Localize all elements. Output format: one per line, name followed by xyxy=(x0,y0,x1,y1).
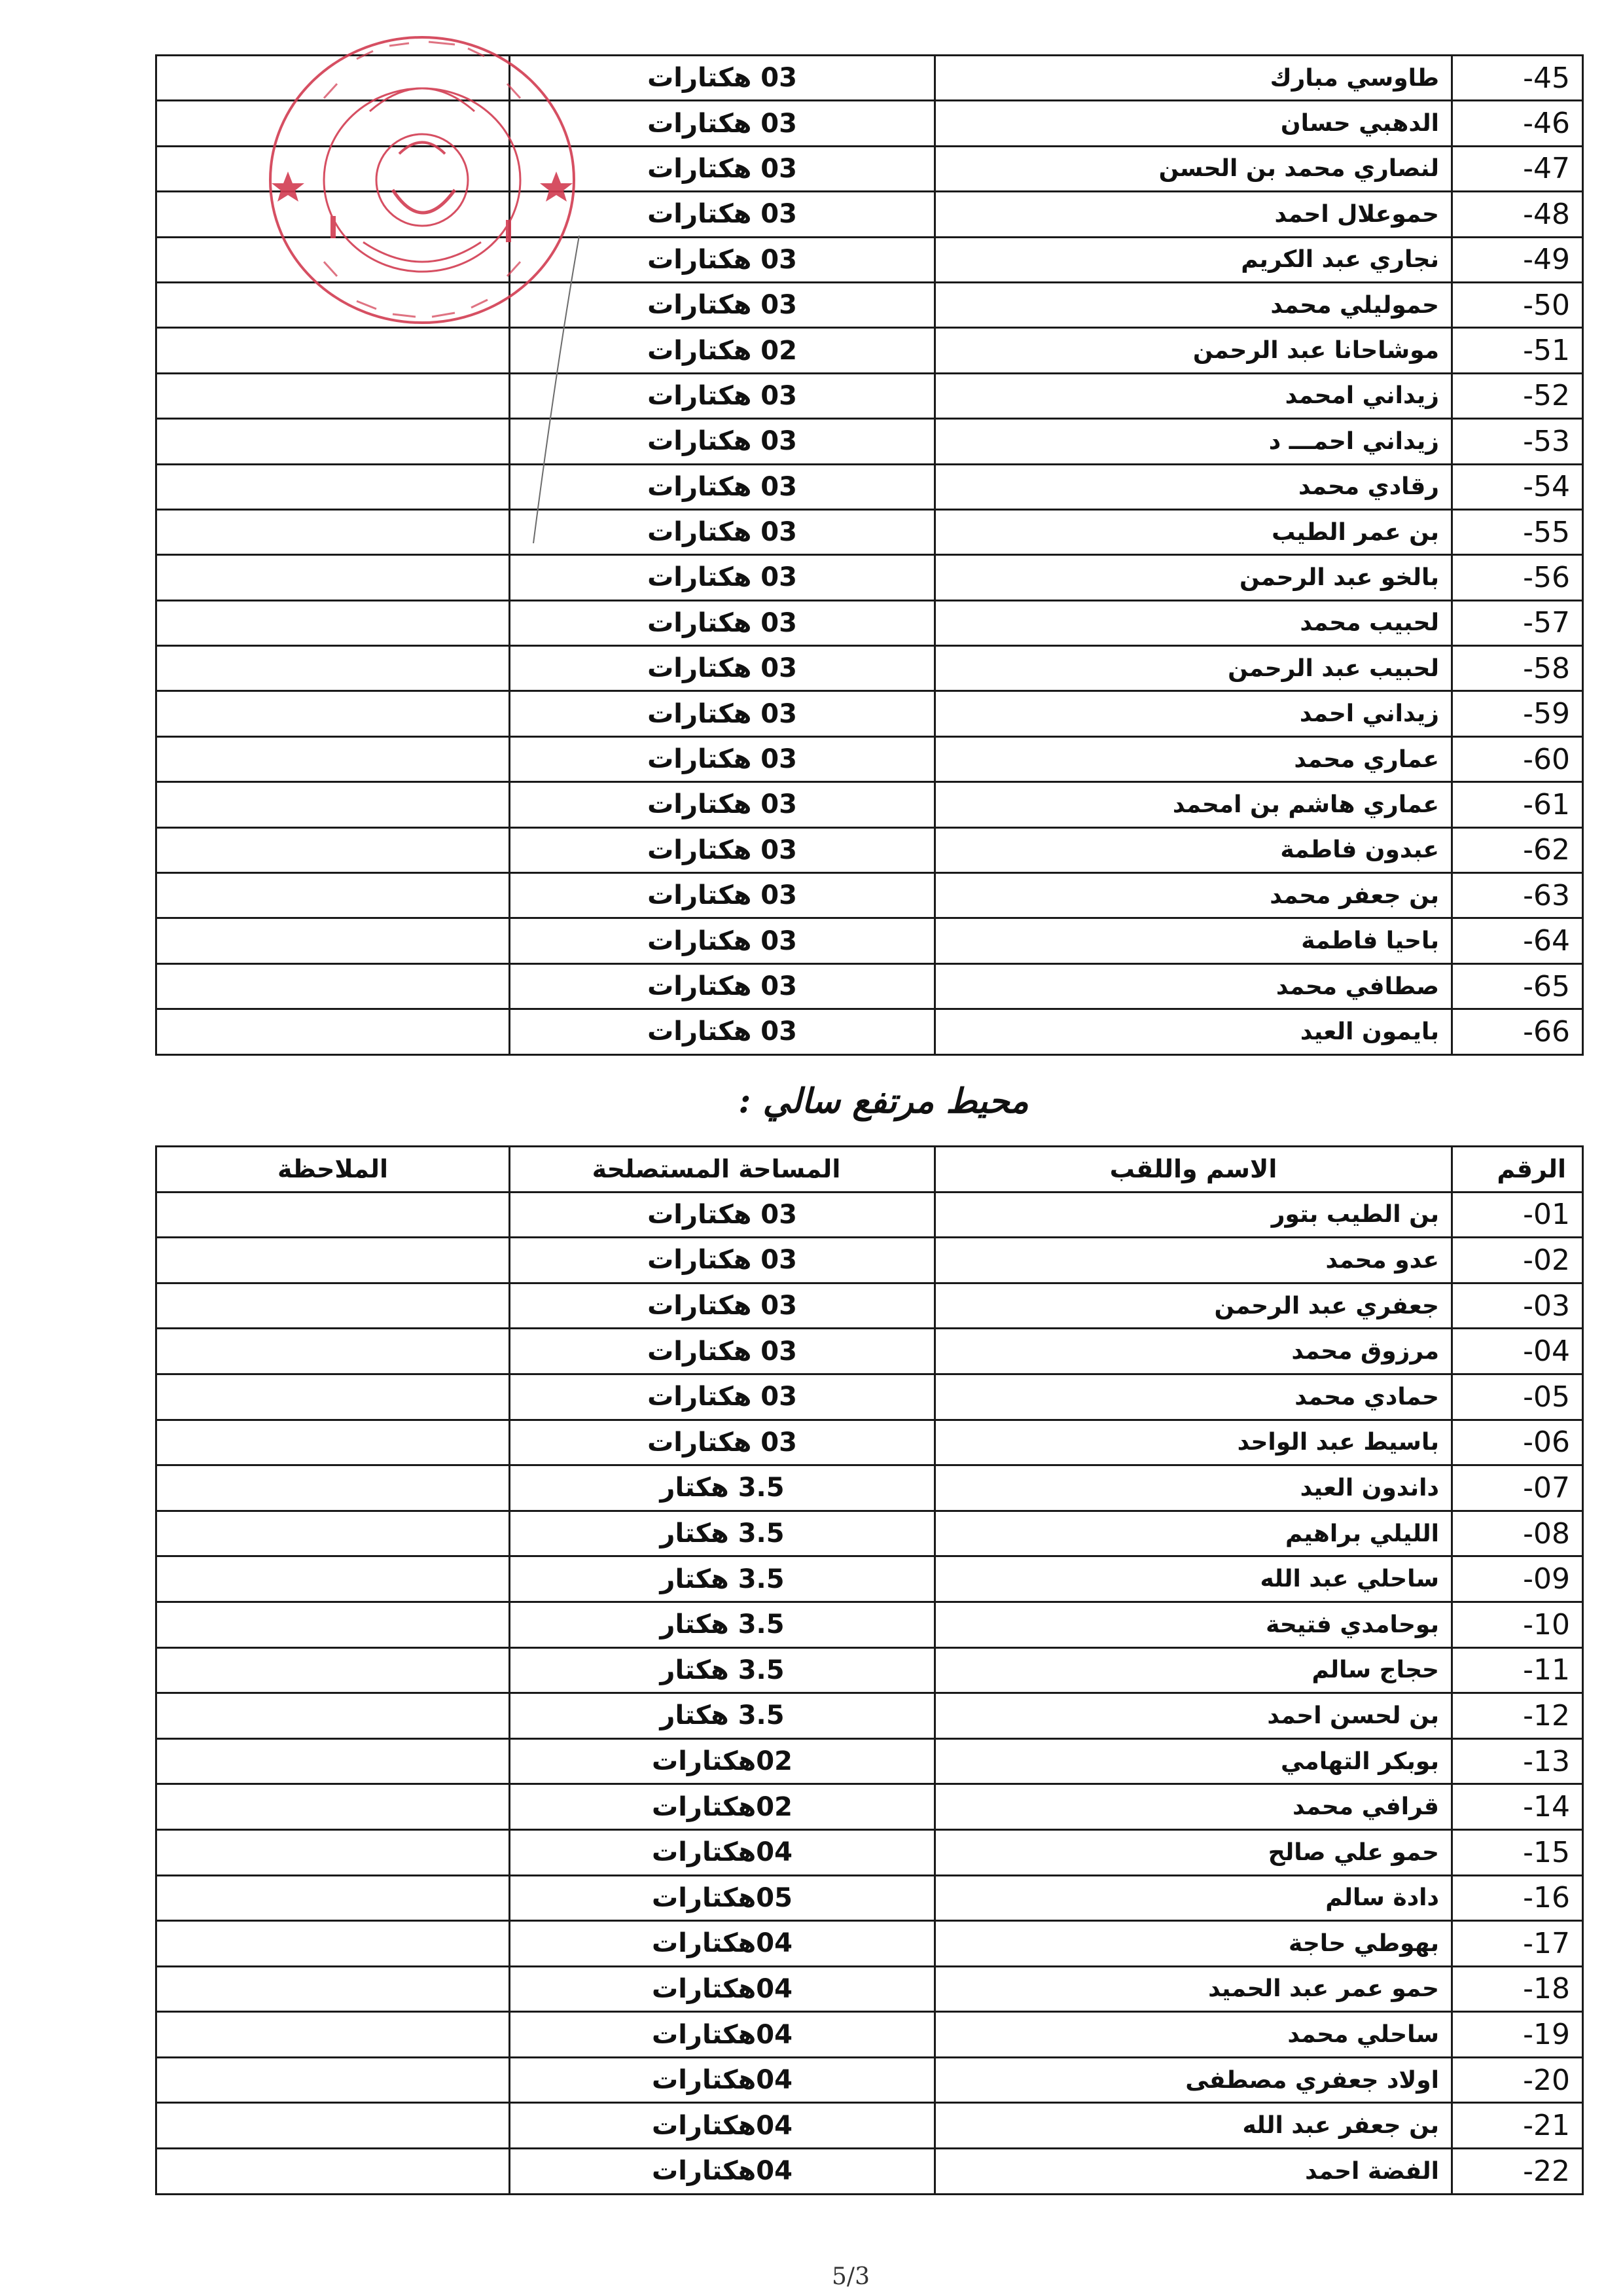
row-number: -54 xyxy=(1452,464,1583,509)
row-number: -45 xyxy=(1452,56,1583,101)
row-note xyxy=(156,600,510,645)
row-note xyxy=(156,1966,510,2012)
section-title: محيط مرتفع سالي : xyxy=(738,1081,1029,1121)
row-name: الفضة احمد xyxy=(935,2149,1452,2195)
row-number: -47 xyxy=(1452,146,1583,191)
row-number: -52 xyxy=(1452,373,1583,418)
row-area: 02هكتارات xyxy=(510,1784,935,1830)
row-note xyxy=(156,782,510,827)
row-name: جعفري عبد الرحمن xyxy=(935,1283,1452,1329)
row-name: عبدون فاطمة xyxy=(935,827,1452,872)
row-number: -50 xyxy=(1452,282,1583,327)
row-area: 03 هكتارات xyxy=(510,1192,935,1238)
row-number: -66 xyxy=(1452,1009,1583,1054)
row-number: -20 xyxy=(1452,2057,1583,2103)
row-number: -02 xyxy=(1452,1238,1583,1283)
row-name: حموليلي محمد xyxy=(935,282,1452,327)
row-area: 03 هكتارات xyxy=(510,282,935,327)
table-row xyxy=(156,1602,1583,1647)
row-number: -21 xyxy=(1452,2103,1583,2149)
row-number: -16 xyxy=(1452,1875,1583,1921)
table-row xyxy=(156,1511,1583,1556)
row-area: 3.5 هكتار xyxy=(510,1511,935,1556)
row-note xyxy=(156,1465,510,1511)
row-note xyxy=(156,1738,510,1784)
table-body xyxy=(156,1192,1583,2194)
row-name: ساحلي محمد xyxy=(935,2012,1452,2058)
row-area: 03 هكتارات xyxy=(510,918,935,963)
row-note xyxy=(156,736,510,781)
scan-artifact-line xyxy=(530,236,582,550)
table-row xyxy=(156,1465,1583,1511)
table-row xyxy=(156,1966,1583,2012)
row-number: -18 xyxy=(1452,1966,1583,2012)
table-row xyxy=(156,1693,1583,1739)
table-row xyxy=(156,1009,1583,1054)
row-area: 04هكتارات xyxy=(510,2103,935,2149)
row-number: -60 xyxy=(1452,736,1583,781)
beneficiaries-table-sali xyxy=(155,1145,1584,2195)
row-number: -09 xyxy=(1452,1556,1583,1602)
row-name: قرافي محمد xyxy=(935,1784,1452,1830)
table-row xyxy=(156,1238,1583,1283)
row-number: -13 xyxy=(1452,1738,1583,1784)
row-number: -19 xyxy=(1452,2012,1583,2058)
row-name: عماري هاشم بن امحمد xyxy=(935,782,1452,827)
row-note xyxy=(156,464,510,509)
row-note xyxy=(156,646,510,691)
row-name: لحبيب عبد الرحمن xyxy=(935,646,1452,691)
row-area: 03 هكتارات xyxy=(510,963,935,1009)
row-name: بن عمر الطيب xyxy=(935,509,1452,554)
row-name: لنصاري محمد بن الحسن xyxy=(935,146,1452,191)
row-note xyxy=(156,1238,510,1283)
row-number: -58 xyxy=(1452,646,1583,691)
row-note xyxy=(156,1420,510,1465)
row-number: -55 xyxy=(1452,509,1583,554)
row-area: 03 هكتارات xyxy=(510,1283,935,1329)
table-row xyxy=(156,873,1583,918)
row-area: 03 هكتارات xyxy=(510,373,935,418)
table-row xyxy=(156,2057,1583,2103)
page-number: 5/3 xyxy=(832,2263,870,2290)
row-area: 03 هكتارات xyxy=(510,600,935,645)
row-name: حمو عمر عبد الحميد xyxy=(935,1966,1452,2012)
row-name: حموعلال احمد xyxy=(935,192,1452,237)
row-area: 03 هكتارات xyxy=(510,419,935,464)
table-row xyxy=(156,419,1583,464)
row-area: 03 هكتارات xyxy=(510,555,935,600)
row-name: زيداني احمـــ د xyxy=(935,419,1452,464)
row-number: -05 xyxy=(1452,1374,1583,1420)
row-area: 03 هكتارات xyxy=(510,509,935,554)
row-number: -06 xyxy=(1452,1420,1583,1465)
row-name: بن جعفر محمد xyxy=(935,873,1452,918)
row-note xyxy=(156,1009,510,1054)
row-note xyxy=(156,1875,510,1921)
row-number: -61 xyxy=(1452,782,1583,827)
table-row xyxy=(156,1329,1583,1374)
row-name: زيداني امحمد xyxy=(935,373,1452,418)
row-name: باسيط عبد الواحد xyxy=(935,1420,1452,1465)
row-area: 3.5 هكتار xyxy=(510,1465,935,1511)
row-name: موشاحانا عبد الرحمن xyxy=(935,328,1452,373)
header-note: الملاحظة xyxy=(156,1147,510,1193)
row-name: بايمون العيد xyxy=(935,1009,1452,1054)
row-note xyxy=(156,2057,510,2103)
row-name: عدو محمد xyxy=(935,1238,1452,1283)
row-number: -01 xyxy=(1452,1192,1583,1238)
row-number: -15 xyxy=(1452,1829,1583,1875)
row-number: -49 xyxy=(1452,237,1583,282)
row-area: 3.5 هكتار xyxy=(510,1647,935,1693)
row-name: بن لحسن احمد xyxy=(935,1693,1452,1739)
row-note xyxy=(156,918,510,963)
row-note xyxy=(156,827,510,872)
row-area: 03 هكتارات xyxy=(510,192,935,237)
row-area: 3.5 هكتار xyxy=(510,1556,935,1602)
table-row xyxy=(156,1420,1583,1465)
row-note xyxy=(156,873,510,918)
row-note xyxy=(156,555,510,600)
row-note xyxy=(156,1283,510,1329)
row-area: 04هكتارات xyxy=(510,1966,935,2012)
row-note xyxy=(156,1602,510,1647)
table-header-row xyxy=(156,1147,1583,1193)
row-name: مرزوق محمد xyxy=(935,1329,1452,1374)
row-note xyxy=(156,2103,510,2149)
table-row xyxy=(156,736,1583,781)
row-number: -53 xyxy=(1452,419,1583,464)
row-name: بهوطي حاجة xyxy=(935,1921,1452,1967)
row-area: 03 هكتارات xyxy=(510,827,935,872)
row-name: لحبيب محمد xyxy=(935,600,1452,645)
header-name: الاسم واللقب xyxy=(935,1147,1452,1193)
row-area: 02 هكتارات xyxy=(510,328,935,373)
row-number: -10 xyxy=(1452,1602,1583,1647)
table-row xyxy=(156,1875,1583,1921)
row-note xyxy=(156,2012,510,2058)
table-row xyxy=(156,1283,1583,1329)
row-note xyxy=(156,419,510,464)
row-area: 03 هكتارات xyxy=(510,646,935,691)
row-area: 03 هكتارات xyxy=(510,782,935,827)
row-area: 04هكتارات xyxy=(510,1921,935,1967)
row-name: اولاد جعفري مصطفى xyxy=(935,2057,1452,2103)
row-number: -12 xyxy=(1452,1693,1583,1739)
table-row xyxy=(156,1829,1583,1875)
row-name: رقادي محمد xyxy=(935,464,1452,509)
row-name: بوبكر التهامي xyxy=(935,1738,1452,1784)
row-number: -64 xyxy=(1452,918,1583,963)
table-row xyxy=(156,963,1583,1009)
table-row xyxy=(156,1738,1583,1784)
table-row xyxy=(156,827,1583,872)
table-row xyxy=(156,2149,1583,2195)
row-number: -11 xyxy=(1452,1647,1583,1693)
table-row xyxy=(156,1784,1583,1830)
table-row xyxy=(156,918,1583,963)
row-number: -51 xyxy=(1452,328,1583,373)
row-note xyxy=(156,328,510,373)
row-area: 03 هكتارات xyxy=(510,873,935,918)
row-area: 03 هكتارات xyxy=(510,464,935,509)
row-number: -57 xyxy=(1452,600,1583,645)
table-row xyxy=(156,782,1583,827)
row-note xyxy=(156,1829,510,1875)
table-row xyxy=(156,1374,1583,1420)
table-row xyxy=(156,555,1583,600)
row-name: ساحلي عبد الله xyxy=(935,1556,1452,1602)
row-area: 03 هكتارات xyxy=(510,736,935,781)
header-number: الرقم xyxy=(1452,1147,1583,1193)
row-number: -17 xyxy=(1452,1921,1583,1967)
row-number: -56 xyxy=(1452,555,1583,600)
table-row xyxy=(156,2103,1583,2149)
row-name: بن جعفر عبد الله xyxy=(935,2103,1452,2149)
row-area: 03 هكتارات xyxy=(510,1420,935,1465)
row-name: حجاج سالم xyxy=(935,1647,1452,1693)
table-row xyxy=(156,328,1583,373)
row-note xyxy=(156,1693,510,1739)
row-name: طاوسي مبارك xyxy=(935,56,1452,101)
table-row xyxy=(156,509,1583,554)
row-note xyxy=(156,691,510,736)
row-note xyxy=(156,1511,510,1556)
table-row xyxy=(156,373,1583,418)
row-note xyxy=(156,2149,510,2195)
row-number: -46 xyxy=(1452,101,1583,146)
row-note xyxy=(156,509,510,554)
row-number: -65 xyxy=(1452,963,1583,1009)
row-name: بن الطيب بتور xyxy=(935,1192,1452,1238)
row-area: 3.5 هكتار xyxy=(510,1602,935,1647)
row-number: -08 xyxy=(1452,1511,1583,1556)
row-note xyxy=(156,373,510,418)
row-name: زيداني احمد xyxy=(935,691,1452,736)
table-row xyxy=(156,600,1583,645)
header-area: المساحة المستصلحة xyxy=(510,1147,935,1193)
table-row xyxy=(156,1192,1583,1238)
row-name: صطافي محمد xyxy=(935,963,1452,1009)
row-number: -22 xyxy=(1452,2149,1583,2195)
row-note xyxy=(156,963,510,1009)
row-number: -03 xyxy=(1452,1283,1583,1329)
row-area: 05هكتارات xyxy=(510,1875,935,1921)
table-row xyxy=(156,646,1583,691)
row-note xyxy=(156,1556,510,1602)
row-number: -59 xyxy=(1452,691,1583,736)
row-name: الليلي براهيم xyxy=(935,1511,1452,1556)
row-area: 03 هكتارات xyxy=(510,237,935,282)
row-note xyxy=(156,1374,510,1420)
table-row xyxy=(156,464,1583,509)
row-area: 04هكتارات xyxy=(510,2057,935,2103)
row-area: 03 هكتارات xyxy=(510,146,935,191)
table-row xyxy=(156,1921,1583,1967)
row-name: بالخو عبد الرحمن xyxy=(935,555,1452,600)
row-area: 03 هكتارات xyxy=(510,101,935,146)
row-note xyxy=(156,1784,510,1830)
table-row xyxy=(156,1556,1583,1602)
row-area: 02هكتارات xyxy=(510,1738,935,1784)
row-area: 04هكتارات xyxy=(510,2149,935,2195)
row-area: 04هكتارات xyxy=(510,2012,935,2058)
row-note xyxy=(156,1647,510,1693)
row-area: 03 هكتارات xyxy=(510,1009,935,1054)
row-name: نجاري عبد الكريم xyxy=(935,237,1452,282)
table-row xyxy=(156,691,1583,736)
row-area: 03 هكتارات xyxy=(510,1374,935,1420)
row-name: حمادي محمد xyxy=(935,1374,1452,1420)
row-number: -63 xyxy=(1452,873,1583,918)
row-name: داندون العيد xyxy=(935,1465,1452,1511)
row-name: عماري محمد xyxy=(935,736,1452,781)
row-number: -04 xyxy=(1452,1329,1583,1374)
row-number: -14 xyxy=(1452,1784,1583,1830)
row-area: 03 هكتارات xyxy=(510,1238,935,1283)
row-note xyxy=(156,1329,510,1374)
row-note xyxy=(156,1192,510,1238)
row-name: باحيا فاطمة xyxy=(935,918,1452,963)
row-note xyxy=(156,1921,510,1967)
row-area: 03 هكتارات xyxy=(510,691,935,736)
row-area: 04هكتارات xyxy=(510,1829,935,1875)
row-area: 3.5 هكتار xyxy=(510,1693,935,1739)
table-row xyxy=(156,2012,1583,2058)
row-name: بوحامدي فتيحة xyxy=(935,1602,1452,1647)
row-name: حمو علي صالح xyxy=(935,1829,1452,1875)
row-area: 03 هكتارات xyxy=(510,56,935,101)
row-number: -07 xyxy=(1452,1465,1583,1511)
row-number: -62 xyxy=(1452,827,1583,872)
table-row xyxy=(156,1647,1583,1693)
row-name: الدهبي حسان xyxy=(935,101,1452,146)
row-area: 03 هكتارات xyxy=(510,1329,935,1374)
row-number: -48 xyxy=(1452,192,1583,237)
row-name: دادة سالم xyxy=(935,1875,1452,1921)
